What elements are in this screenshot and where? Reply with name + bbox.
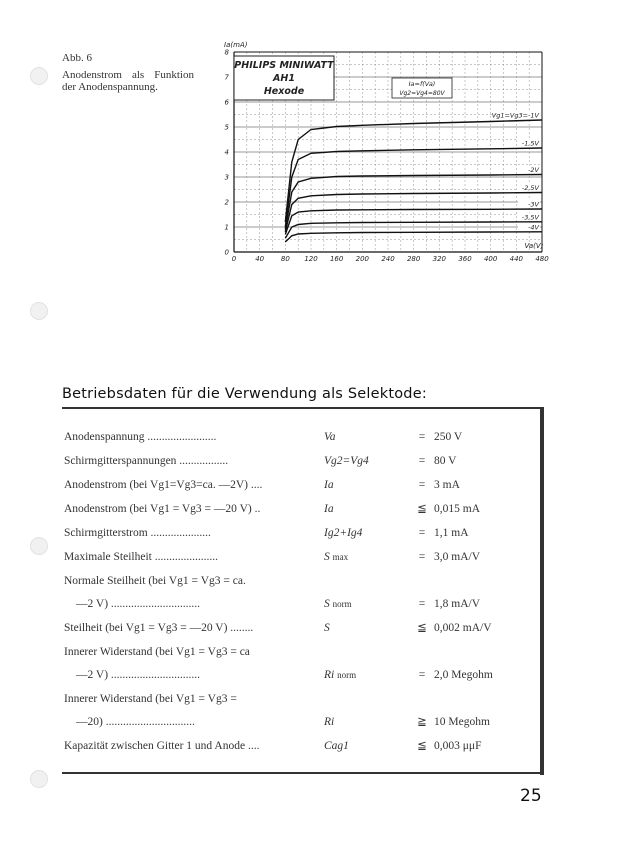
page-number: 25 bbox=[520, 786, 542, 806]
y-tick-label: 6 bbox=[224, 98, 229, 107]
x-tick-label: 0 bbox=[231, 255, 237, 263]
row-symbol-text: Ig2+Ig4 bbox=[324, 527, 363, 539]
data-row bbox=[64, 641, 524, 688]
section-heading: Betriebsdaten für die Verwendung als Selektode: bbox=[62, 386, 427, 402]
x-tick-label: 280 bbox=[406, 255, 421, 263]
punch-hole bbox=[30, 302, 48, 320]
row-value: 3,0 mA/V bbox=[434, 551, 480, 563]
row-label bbox=[64, 450, 228, 473]
row-label-text: Schirmgitterspannungen ................. bbox=[64, 455, 229, 467]
row-operator: ≦ bbox=[417, 740, 427, 752]
row-symbol bbox=[324, 430, 336, 444]
row-label-text: Schirmgitterstrom ..................... bbox=[64, 527, 211, 539]
row-label bbox=[64, 641, 250, 687]
row-symbol-text: S bbox=[324, 551, 330, 563]
row-symbol bbox=[324, 478, 334, 492]
row-symbol bbox=[324, 454, 369, 468]
row-label-text: Maximale Steilheit ...................... bbox=[64, 551, 218, 563]
data-row bbox=[64, 570, 524, 617]
row-symbol-text: Ri bbox=[324, 669, 335, 681]
row-value: 0,015 mA bbox=[434, 503, 480, 515]
x-tick-label: 80 bbox=[280, 255, 290, 263]
row-value: 1,1 mA bbox=[434, 527, 469, 539]
row-operator: = bbox=[418, 527, 426, 539]
data-row bbox=[64, 450, 524, 474]
row-label-text: Anodenspannung ........................ bbox=[64, 431, 217, 443]
row-operator: ≦ bbox=[417, 503, 427, 515]
row-label bbox=[64, 570, 246, 616]
data-row bbox=[64, 522, 524, 546]
series-label: -2V bbox=[528, 166, 539, 174]
series-label: -3,5V bbox=[521, 213, 539, 222]
x-tick-label: 40 bbox=[255, 255, 265, 263]
row-symbol-subscript: norm bbox=[337, 670, 357, 680]
data-row bbox=[64, 688, 524, 735]
table-bottom-rule bbox=[62, 772, 544, 774]
row-symbol-text: Ia bbox=[324, 479, 334, 491]
chart-svg bbox=[212, 38, 552, 268]
series-label: -2,5V bbox=[521, 184, 539, 192]
x-tick-label: 360 bbox=[458, 255, 472, 263]
row-value: 250 V bbox=[434, 431, 463, 443]
row-label-text: Steilheit (bei Vg1 = Vg3 = —20 V) ........ bbox=[64, 622, 254, 634]
row-symbol-text: S bbox=[324, 622, 330, 634]
series-line bbox=[285, 120, 542, 222]
row-label bbox=[64, 498, 260, 521]
row-operator: ≦ bbox=[417, 622, 427, 634]
x-tick-label: 200 bbox=[355, 255, 370, 263]
row-label-text: Innerer Widerstand (bei Vg1 = Vg3 = ca bbox=[64, 646, 250, 658]
row-symbol-subscript: max bbox=[332, 552, 349, 562]
row-symbol-subscript: norm bbox=[332, 599, 352, 609]
data-row bbox=[64, 474, 524, 498]
row-symbol-text: Ri bbox=[324, 716, 335, 728]
chart-formula-line1: Ia=f(Va) bbox=[408, 80, 436, 88]
row-label-text: Innerer Widerstand (bei Vg1 = Vg3 = bbox=[64, 693, 237, 705]
row-value: 10 Megohm bbox=[434, 716, 490, 728]
anode-current-chart bbox=[212, 38, 552, 268]
punch-hole bbox=[30, 770, 48, 788]
chart-formula-line2: Vg2=Vg4=80V bbox=[399, 90, 445, 97]
row-value: 80 V bbox=[434, 455, 457, 467]
chart-title-line2: AH1 bbox=[273, 73, 295, 84]
figure-number: Abb. 6 bbox=[62, 52, 92, 64]
table-top-rule bbox=[62, 407, 542, 409]
row-label-continuation: —20) ............................... bbox=[76, 716, 195, 728]
series-label: -1,5V bbox=[521, 139, 539, 148]
row-operator: = bbox=[418, 455, 426, 467]
chart-ylabel: Ia(mA) bbox=[224, 41, 248, 49]
row-label bbox=[64, 474, 262, 497]
x-tick-label: 320 bbox=[432, 255, 447, 263]
x-tick-label: 240 bbox=[381, 255, 395, 263]
y-tick-label: 2 bbox=[224, 198, 229, 207]
row-label bbox=[64, 617, 253, 640]
data-row bbox=[64, 426, 524, 450]
row-label-text: Anodenstrom (bei Vg1 = Vg3 = —20 V) .. bbox=[64, 503, 261, 515]
row-symbol bbox=[324, 621, 330, 635]
series-label: Vg1=Vg3=-1V bbox=[491, 111, 539, 120]
row-operator: = bbox=[418, 669, 426, 681]
row-label-text: Anodenstrom (bei Vg1=Vg3=ca. —2V) .... bbox=[64, 479, 263, 491]
data-row bbox=[64, 735, 524, 759]
row-symbol bbox=[324, 526, 362, 540]
row-label-text: Normale Steilheit (bei Vg1 = Vg3 = ca. bbox=[64, 575, 246, 587]
table-right-rule bbox=[540, 407, 544, 775]
row-symbol-text: Va bbox=[324, 431, 336, 443]
punch-hole bbox=[30, 67, 48, 85]
row-label bbox=[64, 546, 218, 569]
row-label bbox=[64, 426, 216, 449]
row-value: 2,0 Megohm bbox=[434, 669, 493, 681]
row-operator: = bbox=[418, 598, 426, 610]
punch-hole bbox=[30, 537, 48, 555]
row-symbol bbox=[324, 715, 334, 729]
y-tick-label: 7 bbox=[224, 73, 229, 82]
row-label-continuation: —2 V) ............................... bbox=[76, 598, 201, 610]
row-operator: = bbox=[418, 551, 426, 563]
x-tick-label: 440 bbox=[509, 255, 524, 263]
row-operator: = bbox=[418, 431, 426, 443]
row-label-text: Kapazität zwischen Gitter 1 und Anode .... bbox=[64, 740, 260, 752]
y-tick-label: 4 bbox=[224, 148, 229, 157]
data-row bbox=[64, 546, 524, 570]
x-tick-label: 400 bbox=[483, 255, 498, 263]
figure-caption bbox=[62, 52, 194, 94]
chart-title-line1: PHILIPS MINIWATT bbox=[234, 60, 334, 71]
row-value: 0,003 μμF bbox=[434, 740, 482, 752]
row-symbol bbox=[324, 502, 334, 516]
row-operator: = bbox=[418, 479, 426, 491]
row-value: 3 mA bbox=[434, 479, 460, 491]
y-tick-label: 5 bbox=[224, 123, 229, 132]
row-symbol bbox=[324, 597, 352, 611]
series-label: -3V bbox=[528, 200, 539, 209]
row-symbol-text: Vg2=Vg4 bbox=[324, 455, 369, 467]
row-symbol-text: Cag1 bbox=[324, 740, 349, 752]
row-symbol bbox=[324, 550, 348, 564]
y-tick-label: 0 bbox=[224, 248, 229, 257]
series-label: -4V bbox=[528, 223, 539, 232]
row-label bbox=[64, 522, 211, 545]
chart-title-line3: Hexode bbox=[263, 86, 305, 97]
row-value: 0,002 mA/V bbox=[434, 622, 492, 634]
row-symbol bbox=[324, 668, 356, 682]
x-tick-label: 160 bbox=[329, 255, 344, 263]
y-tick-label: 8 bbox=[224, 48, 229, 57]
chart-xlabel: Va(V) bbox=[524, 242, 544, 250]
row-label bbox=[64, 735, 259, 758]
operating-data-list bbox=[64, 426, 524, 759]
row-symbol-text: Ia bbox=[324, 503, 334, 515]
row-operator: ≧ bbox=[417, 716, 427, 728]
row-label bbox=[64, 688, 237, 734]
row-symbol bbox=[324, 739, 349, 753]
row-symbol-text: S bbox=[324, 598, 330, 610]
row-label-continuation: —2 V) ............................... bbox=[76, 669, 201, 681]
x-tick-label: 480 bbox=[535, 255, 549, 263]
data-row bbox=[64, 617, 524, 641]
figure-caption-text: Anodenstrom als Funktion der Anodenspannung. bbox=[62, 68, 194, 93]
data-row bbox=[64, 498, 524, 522]
series-line bbox=[285, 148, 542, 227]
row-value: 1,8 mA/V bbox=[434, 598, 480, 610]
y-tick-label: 1 bbox=[224, 223, 229, 232]
x-tick-label: 120 bbox=[304, 255, 318, 263]
y-tick-label: 3 bbox=[224, 173, 229, 182]
